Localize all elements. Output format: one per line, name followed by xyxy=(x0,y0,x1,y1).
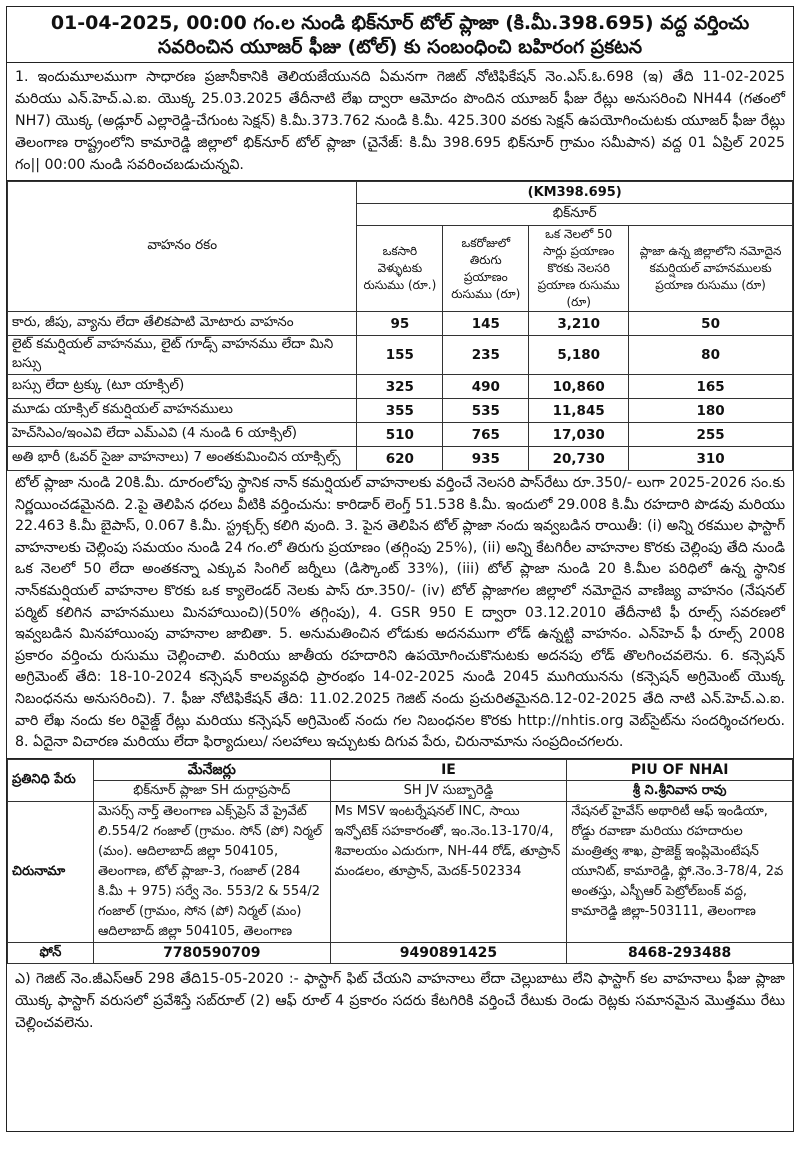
single-fee: 155 xyxy=(357,336,443,375)
toll-rate-table xyxy=(7,181,793,471)
notice-title: 01-04-2025, 00:00 గం.ల నుండి భిక్‌నూర్ టోల్ ప్లాజా (కి.మీ.398.695) వద్ద వర్తించు సవరించిన యూజర్ ఫీజు (టోల్) కు సంబంధించి బహిరంగ ప్రకటన xyxy=(7,7,793,63)
contact-phone-piu: 8468-293488 xyxy=(567,942,793,963)
monthly-fee: 11,845 xyxy=(529,399,629,423)
return-fee: 490 xyxy=(443,375,529,399)
return-fee: 765 xyxy=(443,423,529,447)
plaza-name: భిక్‌నూర్ xyxy=(357,204,793,226)
contact-name-ie: SH JV సుబ్బారెడ్డి xyxy=(330,780,567,801)
monthly-fee: 5,180 xyxy=(529,336,629,375)
notice-footer-paragraph: ఎ) గెజిట్ నెం.జీఎస్ఆర్ 298 తేది15-05-2020 :- ఫాస్టాగ్ ఫిట్ చేయని వాహనాలు లేదా చెల్లుబాటు లేని ఫాస్టాగ్ కల వాహనాలు ఫీజు ప్లాజా యొక్క ఫాస్టాగ్ వరుసలో ప్రవేశిస్తే సబ్‌రూల్ (2) ఆఫ్ రూల్ 4 ప్రకారం సదరు కేటగిరికి వర్తించే రేటుకు రెండు రెట్లకు సమానమైన మొత్తము రేటు చెల్లించవలెను. xyxy=(15,970,785,1031)
contacts-table xyxy=(7,759,793,964)
monthly-fee: 20,730 xyxy=(529,447,629,471)
vehicle-type: కారు, జీపు, వ్యాను లేదా తేలికపాటి మోటారు వాహనం xyxy=(8,312,357,336)
plaza-km-label: (KM398.695) xyxy=(357,182,793,204)
representative-label: ప్రతినిధి పేరు xyxy=(8,759,94,801)
phone-label: ఫోన్ xyxy=(8,942,94,963)
return-fee: 535 xyxy=(443,399,529,423)
table-row xyxy=(8,423,793,447)
local-commercial-fee: 165 xyxy=(629,375,793,399)
local-commercial-fee: 180 xyxy=(629,399,793,423)
vehicle-type-header: వాహనం రకం xyxy=(8,182,357,312)
table-row xyxy=(8,336,793,375)
contact-name-managers: భిక్‌నూర్ ప్లాజా SH దుర్గాప్రసాద్ xyxy=(93,780,330,801)
contact-phone-ie: 9490891425 xyxy=(330,942,567,963)
single-fee: 620 xyxy=(357,447,443,471)
notice-notes-paragraph: టోల్ ప్లాజా నుండి 20కి.మీ. దూరంలోపు స్థానిక నాన్ కమర్షియల్ వాహనాలకు వర్తించే నెలసరి పాస్‌రేటు రూ.350/- లుగా 2025-2026 సం.కు నిర్ణయించడమైనది. 2.పై తెలిపిన ధరలు వీటికి వర్తించును: కారిడార్ లెంగ్త్ 51.538 కి.మీ. ఇందులో 29.008 కి.మీ రహదారి పొడవు మరియు 22.463 కి.మీ బైపాస్, 0.067 కి.మీ. స్ట్రక్చర్స్ కలిగి వుంది. 3. పైన తెలిపిన టోల్ ప్లాజా నందు ఇవ్వబడిన రాయితీ: (i) అన్ని రకముల ఫాస్టాగ్ వాహనాలకు చెల్లింపు సమయం నుండి 24 గం.లో తిరుగు ప్రయాణం (తగ్గింపు 25%), (ii) అన్ని కేటగిరీల వాహనాల కొరకు చెల్లింపు తేది నుండి ఒక నెలలో 50 లేదా అంతకన్నా ఎక్కువ సింగిల్ జర్నీలు (డిస్కౌంట్ 33%), (iii) టోల్ ప్లాజా నుండి 20 కి.మీల పరిధిలో ఉన్న స్థానిక నాన్‌కమర్షియల్ వాహనాల కొరకు ఒక క్యాలెండర్ నెలకు పాస్ రూ.350/- (iv) టోల్ ప్లాజాగల జిల్లాలో నమోదైన వాణిజ్య వాహనం (నేషనల్ పర్మిట్ కలిగిన వాహనములు మినహాయించి)(50% తగ్గింపు), 4. GSR 950 E ద్వారా 03.12.2010 తేదీనాటి ఫీ రూల్స్ సవరణలో ఇవ్వబడిన మినహాయింపు వాహనాల జాబితా. 5. అనుమతించిన లోడుకు అదనముగా లోడ్ ఉన్నట్టి వాహనం. ఎన్‌హెచ్ ఫీ రూల్స్ 2008 ప్రకారం వర్తించు రుసుము చెల్లించాలి. మరియు జాతీయ రహదారిని ఉపయోగించుకొనుటకు అదనపు లోడ్ తొలగించవలెను. 6. కన్సెషన్ అగ్రిమెంట్ తేది: 18-10-2024 కన్సెషన్ కాలవ్యవధి ప్రారంభం 14-02-2025 నుండి 2045 ముగియునను (కన్సెషన్ అగ్రిమెంట్ యొక్క నిబంధనను అనుసరించి). 7. ఫీజు నోటిఫికేషన్ తేది: 11.02.2025 గెజిట్ నందు ప్రచురితమైనది.12-02-2025 తేది నాటి ఎన్.హెచ్.ఎ.ఐ. వారి లేఖ నందు కల రివైజ్డ్ రేట్లు మరియు కన్సెషన్ అగ్రిమెంట్ నందు గల నిబంధనల కొరకు http://nhtis.org వెబ్‌సైట్‌ను సందర్శించగలరు. 8. ఏదైనా విచారణ మరియు లేదా ఫిర్యాదులు/ సలహాలు ఇచ్చుటకు దిగువ పేరు, చిరునామాను సంప్రదించగలరు. xyxy=(7,471,793,759)
col-header-return: ఒకరోజులో తిరుగు ప్రయాణం రుసుము (రూ) xyxy=(443,226,529,312)
contact-header-piu: PIU OF NHAI xyxy=(567,759,793,780)
col-header-single: ఒకసారి వెళ్ళుటకు రుసుము (రూ.) xyxy=(357,226,443,312)
contact-address-piu: నేషనల్ హైవేస్ అథారిటీ ఆఫ్ ఇండియా, రోడ్డు రవాణా మరియు రహదారుల మంత్రిత్వ శాఖ, ప్రాజెక్ట్ ఇంప్లిమెంటేషన్ యూనిట్, కామారెడ్డి, ఫ్లో.నెం.3-78/4, 2వ అంతస్తు, ఎస్బీఆర్ పెట్రోల్‌బంక్ వద్ద, కామారెడ్డి జిల్లా-503111, తెలంగాణ xyxy=(567,801,793,942)
single-fee: 325 xyxy=(357,375,443,399)
single-fee: 355 xyxy=(357,399,443,423)
vehicle-type: హెచ్‌సిఎం/ఇంఎవి లేదా ఎమ్ఎవి (4 నుండి 6 యాక్సిల్) xyxy=(8,423,357,447)
notice-intro-paragraph: 1. ఇందుమూలముగా సాధారణ ప్రజానీకానికి తెలియజేయునది ఏమనగా గెజిట్ నోటిఫికేషన్ నెం.ఎస్.ఓ.698 (ఇ) తేది 11-02-2025 మరియు ఎన్.హెచ్.ఎ.ఐ. యొక్క 25.03.2025 తేదీనాటి లేఖ ద్వారా ఆమోదం పొందిన యూజర్ ఫీజు రేట్లు అనుసరించి NH44 (గతంలో NH7) యొక్క (అడ్లూర్ ఎల్లారెడ్డి-చేగుంట సెక్షన్) కి.మీ.373.762 నుండి కి.మీ. 425.300 వరకు సెక్షన్ ఉపయోగించుటకు యూజర్ ఫీజు రేట్లు తెలంగాణ రాష్ట్రంలోని కామారెడ్డి జిల్లాలో భిక్‌నూర్ టోల్ ప్లాజా (చైనేజ్: కి.మీ 398.695 భిక్‌నూర్ గ్రామం సమీపాన) వద్ద 01 ఏప్రిల్ 2025 గం|| 00:00 నుండి సవరించబడుచున్నవి. xyxy=(7,63,793,181)
contact-address-managers: మెసర్స్ నార్త్ తెలంగాణ ఎక్స్‌ప్రెస్ వే ప్రైవేట్ లి.554/2 గంజాల్ (గ్రామం. సోన్ (పో) నిర్మల్ (మం). ఆదిలాబాద్ జిల్లా 504105, తెలంగాణ, టోల్ ప్లాజా-3, గంజాల్ (284 కి.మీ + 975) సర్వే నెం. 553/2 & 554/2 గంజాల్ (గ్రామం, సోన (పో) నిర్మల్ (మం) ఆదిలాబాద్ జిల్లా 504105, తెలంగాణ xyxy=(93,801,330,942)
return-fee: 145 xyxy=(443,312,529,336)
return-fee: 935 xyxy=(443,447,529,471)
local-commercial-fee: 255 xyxy=(629,423,793,447)
single-fee: 95 xyxy=(357,312,443,336)
table-row xyxy=(8,399,793,423)
table-row xyxy=(8,447,793,471)
vehicle-type: అతి భారీ (ఓవర్ సైజు వాహనాలు) 7 అంతకుమించిన యాక్సిల్స్ xyxy=(8,447,357,471)
contact-name-piu: శ్రీ ని.శ్రీనివాస రావు xyxy=(567,780,793,801)
contact-address-ie: Ms MSV ఇంటర్నేషనల్ INC, సాయి ఇన్ఫోటెక్ సహకారంతో, ఇం.నెం.13-170/4, శివాలయం ఎదురుగా, NH-44 రోడ్, తూప్రాన్ మండలం, తూప్రాన్, మెదక్-502334 xyxy=(330,801,567,942)
public-notice xyxy=(6,6,794,1132)
local-commercial-fee: 310 xyxy=(629,447,793,471)
table-row xyxy=(8,312,793,336)
vehicle-type: లైట్ కమర్షియల్ వాహనము, లైట్ గూడ్స్ వాహనము లేదా మిని బస్సు xyxy=(8,336,357,375)
local-commercial-fee: 50 xyxy=(629,312,793,336)
address-label: చిరునామా xyxy=(8,801,94,942)
vehicle-type: బస్సు లేదా ట్రక్కు (టూ యాక్సిల్) xyxy=(8,375,357,399)
col-header-monthly: ఒక నెలలో 50 సార్లు ప్రయాణం కొరకు నెలసరి ప్రయాణ రుసుము (రూ) xyxy=(529,226,629,312)
contact-header-managers: మేనేజర్లు xyxy=(93,759,330,780)
local-commercial-fee: 80 xyxy=(629,336,793,375)
monthly-fee: 3,210 xyxy=(529,312,629,336)
col-header-local-commercial: ప్లాజా ఉన్న జిల్లాలోని నమోదైన కమర్షియల్ వాహనములకు ప్రయాణ రుసుము (రూ) xyxy=(629,226,793,312)
contact-header-ie: IE xyxy=(330,759,567,780)
vehicle-type: మూడు యాక్సిల్ కమర్షియల్ వాహనములు xyxy=(8,399,357,423)
table-row xyxy=(8,375,793,399)
contact-phone-managers: 7780590709 xyxy=(93,942,330,963)
monthly-fee: 17,030 xyxy=(529,423,629,447)
return-fee: 235 xyxy=(443,336,529,375)
monthly-fee: 10,860 xyxy=(529,375,629,399)
single-fee: 510 xyxy=(357,423,443,447)
